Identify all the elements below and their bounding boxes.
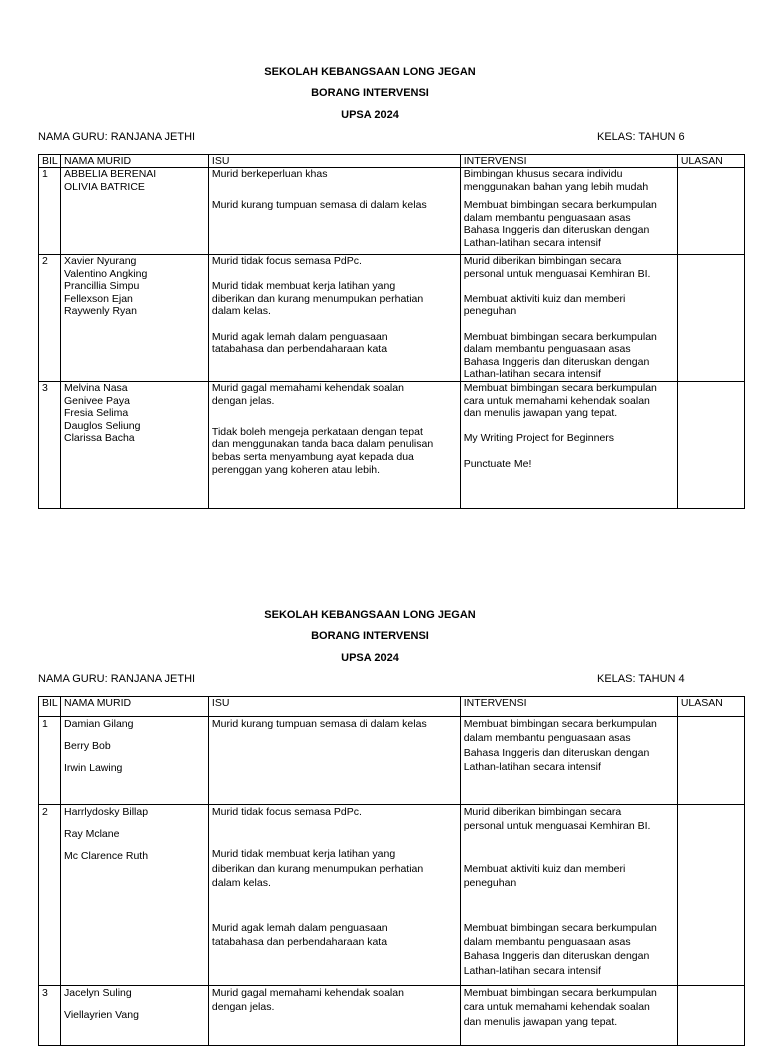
isu-line: Murid berkeperluan khas xyxy=(211,168,328,180)
table-header-row xyxy=(39,155,745,168)
isu-line: tatabahasa dan perbendaharaan kata xyxy=(211,936,388,949)
student-name: Fellexson Ejan xyxy=(64,292,133,305)
header-bil: BIL xyxy=(39,155,61,168)
names-cell xyxy=(61,168,209,255)
student-name: Clarissa Bacha xyxy=(64,432,135,445)
intervensi-line: dan menulis jawapan yang tepat. xyxy=(463,407,618,420)
header-intervensi: INTERVENSI xyxy=(460,155,677,168)
intervensi-line: Membuat bimbingan secara berkumpulan xyxy=(463,199,657,212)
intervensi-cell xyxy=(460,382,677,509)
isu-line: dengan jelas. xyxy=(211,394,275,407)
isu-line: Murid agak lemah dalam penguasaan xyxy=(211,921,388,934)
intervensi-line: dan menulis jawapan yang tepat. xyxy=(463,1015,618,1028)
bil-cell: 3 xyxy=(39,382,61,509)
intervensi-line: Membuat bimbingan secara berkumpulan xyxy=(463,921,657,934)
form-title: BORANG INTERVENSI xyxy=(311,630,429,642)
ulasan-cell xyxy=(677,382,744,509)
ulasan-cell xyxy=(677,986,744,1046)
exam-title: UPSA 2024 xyxy=(341,109,399,121)
school-name: SEKOLAH KEBANGSAAN LONG JEGAN xyxy=(264,66,476,78)
intervensi-line: Bimbingan khusus secara individu xyxy=(463,168,623,180)
ulasan-cell xyxy=(677,255,744,382)
isu-cell xyxy=(208,168,460,255)
header-isu: ISU xyxy=(208,697,460,717)
student-name: Dauglos Seliung xyxy=(64,419,141,432)
student-name: OLIVIA BATRICE xyxy=(64,180,145,193)
intervention-table xyxy=(38,696,745,1046)
class-label: KELAS: TAHUN 6 xyxy=(597,131,685,143)
isu-line: tatabahasa dan perbendaharaan kata xyxy=(211,343,388,356)
isu-line: Murid tidak membuat kerja latihan yang xyxy=(211,280,396,293)
intervensi-line: Lathan-latihan secara intensif xyxy=(463,236,601,249)
isu-line: diberikan dan kurang menumpukan perhatian xyxy=(211,292,424,305)
isu-line: diberikan dan kurang menumpukan perhatian xyxy=(211,862,424,875)
student-name: Jacelyn Suling xyxy=(64,987,132,999)
intervensi-line: personal untuk menguasai Kemhiran BI. xyxy=(463,267,651,280)
intervensi-line: Punctuate Me! xyxy=(463,457,532,470)
isu-line: Murid agak lemah dalam penguasaan xyxy=(211,330,388,343)
isu-line: Murid kurang tumpuan semasa di dalam kelas xyxy=(211,199,427,212)
ulasan-cell xyxy=(677,717,744,805)
intervensi-cell xyxy=(460,986,677,1046)
student-name: ABBELIA BERENAI xyxy=(64,168,157,180)
student-name: Irwin Lawing xyxy=(64,762,123,774)
intervensi-line: dalam membantu penguasaan asas xyxy=(463,732,631,745)
names-cell xyxy=(61,382,209,509)
isu-cell xyxy=(208,255,460,382)
isu-line: dan menggunakan tanda baca dalam penulisan xyxy=(211,438,434,451)
isu-line: perenggan yang koheren atau lebih. xyxy=(211,463,381,476)
intervensi-line: Lathan-latihan secara intensif xyxy=(463,761,601,774)
isu-line: Murid gagal memahami kehendak soalan xyxy=(211,987,404,999)
bil-cell: 3 xyxy=(39,986,61,1046)
intervensi-line: Bahasa Inggeris dan diteruskan dengan xyxy=(463,355,650,368)
student-name: Mc Clarence Ruth xyxy=(64,850,149,862)
student-name: Viellayrien Vang xyxy=(64,1009,139,1021)
isu-line: Murid tidak focus semasa PdPc. xyxy=(211,255,362,267)
names-cell xyxy=(61,805,209,986)
isu-line: dalam kelas. xyxy=(211,877,271,890)
exam-title: UPSA 2024 xyxy=(341,652,399,664)
isu-cell xyxy=(208,717,460,805)
names-cell xyxy=(61,986,209,1046)
student-name: Genivee Paya xyxy=(64,394,130,407)
isu-line: dalam kelas. xyxy=(211,305,271,318)
intervensi-line: cara untuk memahami kehendak soalan xyxy=(463,1001,650,1014)
bil-cell: 2 xyxy=(39,255,61,382)
intervensi-line: My Writing Project for Beginners xyxy=(463,432,615,445)
intervensi-line: Lathan-latihan secara intensif xyxy=(463,368,601,381)
intervensi-cell xyxy=(460,717,677,805)
table-header-row xyxy=(39,697,745,717)
intervensi-line: dalam membantu penguasaan asas xyxy=(463,936,631,949)
header-nama-murid: NAMA MURID xyxy=(61,155,209,168)
bil-cell: 1 xyxy=(39,717,61,805)
intervensi-cell xyxy=(460,805,677,986)
table-row xyxy=(39,805,745,986)
isu-cell xyxy=(208,986,460,1046)
header-nama-murid: NAMA MURID xyxy=(61,697,209,717)
intervensi-line: Membuat bimbingan secara berkumpulan xyxy=(463,718,657,730)
header-intervensi: INTERVENSI xyxy=(460,697,677,717)
table-row xyxy=(39,986,745,1046)
intervensi-line: Bahasa Inggeris dan diteruskan dengan xyxy=(463,950,650,963)
intervensi-line: dalam membantu penguasaan asas xyxy=(463,211,631,224)
bil-cell: 2 xyxy=(39,805,61,986)
student-name: Valentino Angking xyxy=(64,267,148,280)
intervensi-line: menggunakan bahan yang lebih mudah xyxy=(463,180,649,193)
isu-line: Murid gagal memahami kehendak soalan xyxy=(211,382,404,394)
student-name: Harrlydosky Billap xyxy=(64,806,149,818)
intervensi-cell xyxy=(460,168,677,255)
names-cell xyxy=(61,717,209,805)
student-name: Berry Bob xyxy=(64,740,111,752)
intervensi-line: Bahasa Inggeris dan diteruskan dengan xyxy=(463,746,650,759)
intervensi-line: cara untuk memahami kehendak soalan xyxy=(463,394,650,407)
isu-line: bebas serta menyambung ayat kepada dua xyxy=(211,450,414,463)
intervensi-line: Membuat aktiviti kuiz dan memberi xyxy=(463,292,626,305)
intervensi-line: dalam membantu penguasaan asas xyxy=(463,343,631,356)
student-name: Prancillia Simpu xyxy=(64,280,140,293)
student-name: Raywenly Ryan xyxy=(64,305,137,318)
isu-cell xyxy=(208,805,460,986)
intervensi-line: Membuat bimbingan secara berkumpulan xyxy=(463,987,657,999)
school-name: SEKOLAH KEBANGSAAN LONG JEGAN xyxy=(264,609,476,621)
student-name: Damian Gilang xyxy=(64,718,134,730)
isu-line: Murid kurang tumpuan semasa di dalam kelas xyxy=(211,718,427,730)
ulasan-cell xyxy=(677,805,744,986)
teacher-name: NAMA GURU: RANJANA JETHI xyxy=(38,673,196,685)
form-title: BORANG INTERVENSI xyxy=(311,87,429,99)
names-cell xyxy=(61,255,209,382)
ulasan-cell xyxy=(677,168,744,255)
intervensi-cell xyxy=(460,255,677,382)
header-ulasan: ULASAN xyxy=(677,155,744,168)
table-row xyxy=(39,382,745,509)
intervensi-line: Membuat aktiviti kuiz dan memberi xyxy=(463,862,626,875)
intervensi-line: Bahasa Inggeris dan diteruskan dengan xyxy=(463,224,650,237)
intervensi-line: peneguhan xyxy=(463,305,517,318)
isu-line: dengan jelas. xyxy=(211,1001,275,1014)
class-label: KELAS: TAHUN 4 xyxy=(597,673,685,685)
intervensi-line: Murid diberikan bimbingan secara xyxy=(463,255,622,267)
intervensi-line: Murid diberikan bimbingan secara xyxy=(463,806,622,818)
isu-line: Murid tidak membuat kerja latihan yang xyxy=(211,848,396,861)
table-row xyxy=(39,717,745,805)
student-name: Xavier Nyurang xyxy=(64,255,137,267)
student-name: Melvina Nasa xyxy=(64,382,128,394)
table-row xyxy=(39,168,745,255)
teacher-name: NAMA GURU: RANJANA JETHI xyxy=(38,131,196,143)
student-name: Fresia Selima xyxy=(64,407,129,420)
table-row xyxy=(39,255,745,382)
bil-cell: 1 xyxy=(39,168,61,255)
header-isu: ISU xyxy=(208,155,460,168)
header-bil: BIL xyxy=(39,697,61,717)
isu-line: Tidak boleh mengeja perkataan dengan tepat xyxy=(211,425,423,438)
intervensi-line: personal untuk menguasai Kemhiran BI. xyxy=(463,820,651,833)
intervensi-line: Lathan-latihan secara intensif xyxy=(463,964,601,977)
isu-cell xyxy=(208,382,460,509)
intervention-table xyxy=(38,154,745,509)
intervensi-line: Membuat bimbingan secara berkumpulan xyxy=(463,330,657,343)
isu-line: Murid tidak focus semasa PdPc. xyxy=(211,806,362,818)
header-ulasan: ULASAN xyxy=(677,697,744,717)
student-name: Ray Mclane xyxy=(64,828,120,840)
intervensi-line: Membuat bimbingan secara berkumpulan xyxy=(463,382,657,394)
intervensi-line: peneguhan xyxy=(463,877,517,890)
